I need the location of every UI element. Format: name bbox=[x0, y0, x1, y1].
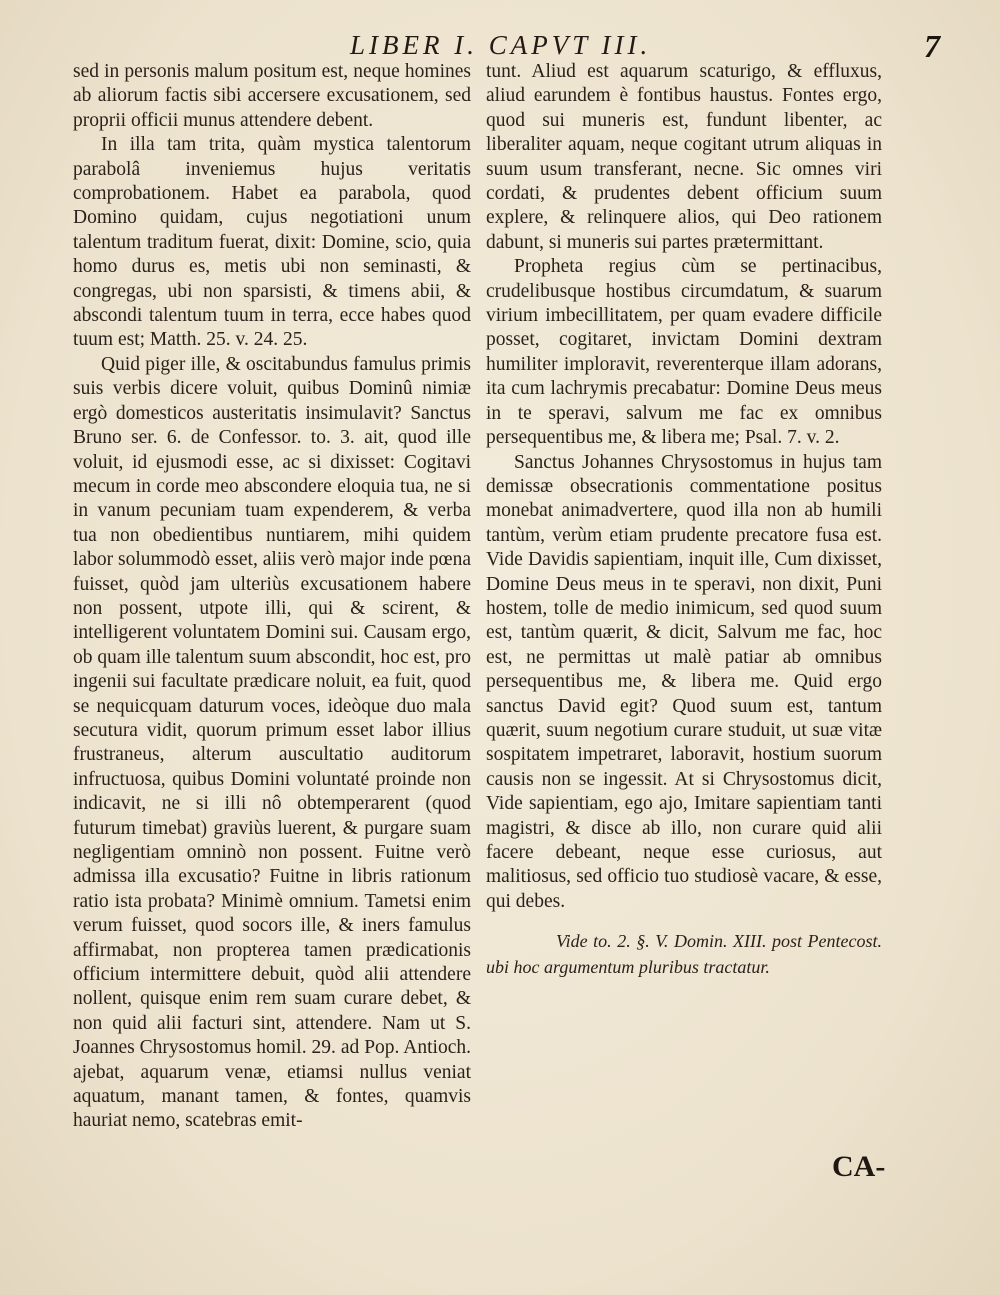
catchword: CA- bbox=[832, 1150, 886, 1183]
paragraph: Sanctus Johannes Chrysostomus in hujus tam demissæ obsecrationis commentatione positus monebat animadvertere, quod illa non ab humili tantùm, verùm etiam prudente precatore fusa est. Vide Davidis sapientiam, inquit ille, Cum dixisset, Domine Deus meus in te speravi, non dixit, Puni hostem, tolle de medio inimicum, sed quod suum est, tantùm quærit, & dicit, Salvum me fac, hoc est, ne permittas ut malè patiar ab omnibus persequentibus me, & libera me. Quid ergo sanctus David egit? Quod suum est, tantum quærit, suum negotium curare studuit, ut suæ vitæ sospitatem impetraret, laboravit, hostium suorum causis non se ingessit. At si Chrysostomus dicit, Vide sapientiam, ego ajo, Imitare sapientiam tanti magistri, & disce ab illo, non curare quid alii facere debeant, neque esse curiosus, aut malitiosus, sed officio tuo studiosè vacare, & esse, qui debes. bbox=[486, 451, 882, 912]
paragraph: sed in personis malum positum est, neque homines ab aliorum factis sibi accersere excusationem, sed proprii officii munus attendere debent. bbox=[73, 61, 471, 131]
paragraph: Quid piger ille, & oscitabundus famulus primis suis verbis dicere voluit, quibus Dominû nimiæ ergò domesticos austeritatis insimulavit? Sanctus Bruno ser. 6. de Confessor. to. 3. ait, quod ille voluit, id ejusmodi esse, ac si dixisset: Cogitavi mecum in corde meo abscondere eloquia tua, ne si in vanum pecuniam tuam expenderem, & verba tua non obedientibus nuntiarem, mihi quidem labor solummodò esset, aliis verò major inde pœna fuisset, quòd jam ulteriùs excusationem habere non possent, utpote illi, qui & scirent, & intelligerent voluntatem Domini sui. Causam ergo, ob quam ille talentum suum abscondit, hoc est, pro ingenii sui facultate prædicare noluit, ea fuit, quod se nequicquam daturum voces, ideòque duo mala secutura vidit, quorum primum esset labor illius frustraneus, alterum auscultatio auditorum infructuosa, quibus Domini voluntaté proinde non indicavit, ne si illi nô obtemperarent (quod futurum timebat) graviùs luerent, & purgare suam negligentiam omninò non possent. Fuitne verò admissa illa excusatio? Fuitne in libris rationum ratio ista probata? Minimè omnium. Tametsi enim verum fuisset, quod socors ille, & iners famulus affirmabat, non propterea tamen prædicationis officium intermittere debuit, quòd alii attendere nollent, quisque enim rem suam curare debet, & non quid alii facturi sint, attendere. Nam ut S. Joannes Chrysostomus homil. 29. ad Pop. Antioch. ajebat, aquarum venæ, etiamsi nullus veniat aquatum, manant tamen, & fontes, quamvis hauriat nemo, scatebras emit- bbox=[73, 353, 471, 1132]
page-number: 7 bbox=[924, 28, 940, 64]
cross-reference-note: Vide to. 2. §. V. Domin. XIII. post Pentecost. ubi hoc argumentum pluribus tractatur. bbox=[486, 931, 882, 978]
paragraph: In illa tam trita, quàm mystica talentorum parabolâ inveniemus hujus veritatis comprobationem. Habet ea parabola, quod Domino quidam, cujus negotiationi unum talentum traditum fuerat, dixit: Domine, scio, quia homo durus es, metis ubi non seminasti, & congregas, ubi non sparsisti, & timens abii, & abscondi talentum tuum in terra, ecce habes quod tuum est; Matth. 25. v. 24. 25. bbox=[73, 134, 471, 351]
left-column bbox=[73, 60, 471, 1134]
running-head: LIBER I. CAPVT III. bbox=[350, 30, 652, 60]
paragraph: tunt. Aliud est aquarum scaturigo, & effluxus, aliud earundem è fontibus haustus. Fontes ergo, quod sui muneris est, fundunt libenter, ac liberaliter aquam, neque cogitant utrum aliquas in suum usum transferant, necne. Sic omnes viri cordati, & prudentes debent officium suum explere, & relinquere alios, qui Deo rationem dabunt, si muneris sui partes prætermittant. bbox=[486, 61, 882, 253]
right-column bbox=[486, 60, 882, 980]
paragraph: Propheta regius cùm se pertinacibus, crudelibusque hostibus circumdatum, & suarum virium imbecillitatem, per quam evadere difficile posset, cogitaret, invictam Domini dextram humiliter imploravit, reverenterque illam adorans, ita cum lachrymis precabatur: Domine Deus meus in te speravi, salvum me fac ex omnibus persequentibus me, & libera me; Psal. 7. v. 2. bbox=[486, 256, 882, 449]
